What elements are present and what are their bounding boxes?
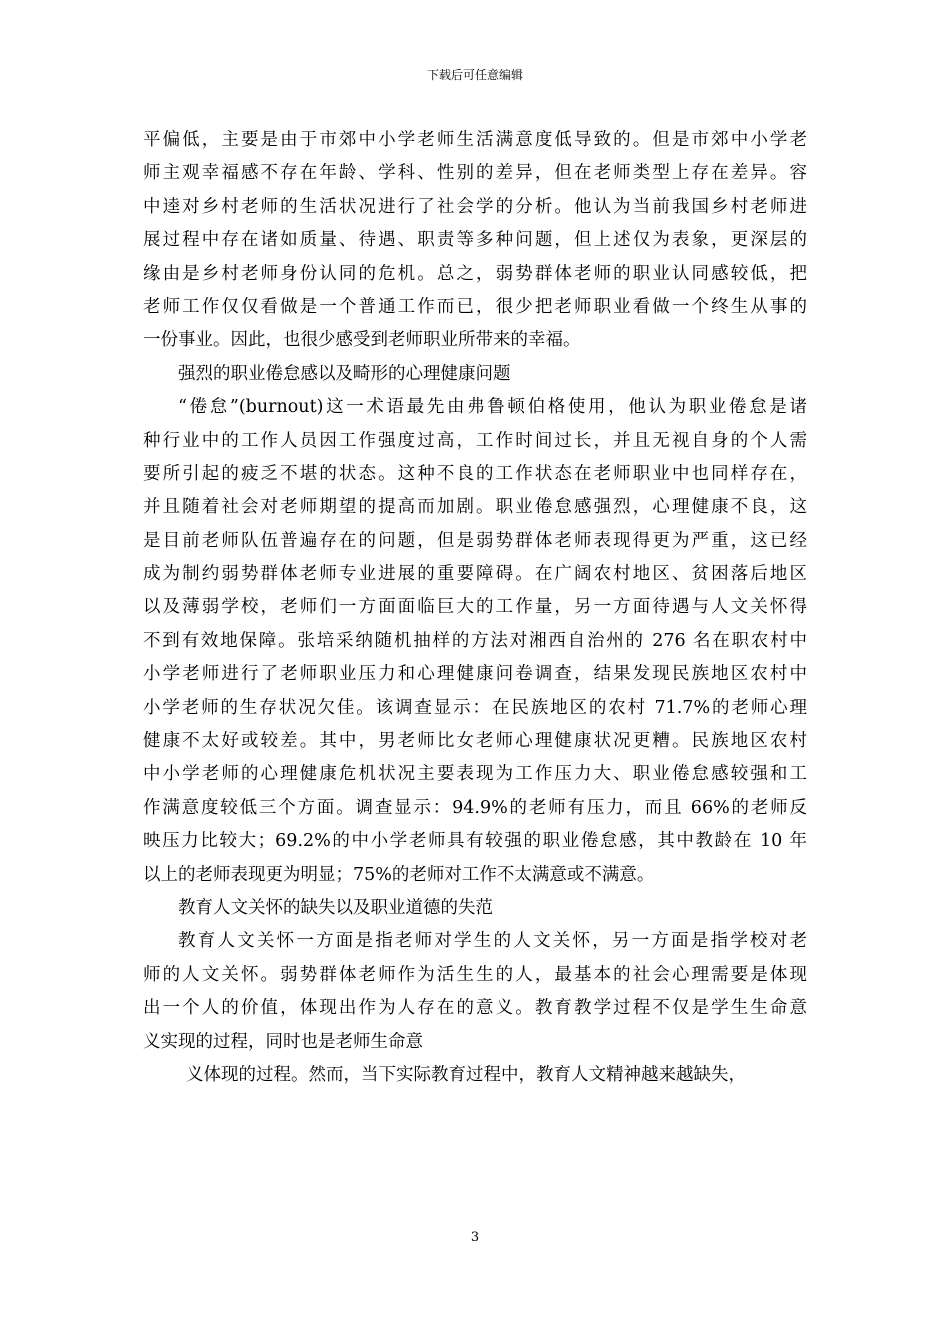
page-number: 3 bbox=[470, 1230, 480, 1245]
text-line: 小学老师的生存状况欠佳。该调查显示：在民族地区的农村 71.7%的老师心理 bbox=[143, 697, 807, 718]
text-line: 义实现的过程，同时也是老师生命意 bbox=[143, 1031, 423, 1052]
text-line: 种行业中的工作人员因工作强度过高，工作时间过长，并且无视自身的个人需 bbox=[143, 430, 807, 451]
text-line: 中小学老师的心理健康危机状况主要表现为工作压力大、职业倦怠感较强和工 bbox=[143, 764, 807, 785]
section-heading: 强烈的职业倦怠感以及畸形的心理健康问题 bbox=[178, 363, 511, 384]
text-line: 老师工作仅仅看做是一个普通工作而已，很少把老师职业看做一个终生从事的 bbox=[143, 296, 807, 317]
text-line: 以上的老师表现更为明显；75%的老师对工作不太满意或不满意。 bbox=[143, 864, 655, 885]
text-line: 展过程中存在诸如质量、待遇、职责等多种问题，但上述仅为表象，更深层的 bbox=[143, 230, 807, 251]
text-line: 以及薄弱学校，老师们一方面面临巨大的工作量，另一方面待遇与人文关怀得 bbox=[143, 597, 807, 618]
text-line: 是目前老师队伍普遍存在的问题，但是弱势群体老师表现得更为严重，这已经 bbox=[143, 530, 807, 551]
text-line: 教育人文关怀一方面是指老师对学生的人文关怀，另一方面是指学校对老 bbox=[178, 931, 807, 952]
text-line: 出一个人的价值，体现出作为人存在的意义。教育教学过程不仅是学生生命意 bbox=[143, 998, 807, 1019]
text-line: 健康不太好或较差。其中，男老师比女老师心理健康状况更糟。民族地区农村 bbox=[143, 731, 807, 752]
text-line: “倦怠”(burnout)这一术语最先由弗鲁顿伯格使用，他认为职业倦怠是诸 bbox=[178, 397, 807, 418]
text-line: 一份事业。因此，也很少感受到老师职业所带来的幸福。 bbox=[143, 330, 581, 351]
document-body bbox=[143, 124, 807, 1092]
text-line: 作满意度较低三个方面。调查显示：94.9%的老师有压力，而且 66%的老师反 bbox=[143, 797, 807, 818]
text-line: 小学老师进行了老师职业压力和心理健康问卷调查，结果发现民族地区农村中 bbox=[143, 664, 807, 685]
text-line: 并且随着社会对老师期望的提高而加剧。职业倦怠感强烈，心理健康不良，这 bbox=[143, 497, 807, 518]
section-heading: 教育人文关怀的缺失以及职业道德的失范 bbox=[178, 897, 493, 918]
text-line: 义体现的过程。然而，当下实际教育过程中，教育人文精神越来越缺失， bbox=[186, 1064, 746, 1085]
text-line: 要所引起的疲乏不堪的状态。这种不良的工作状态在老师职业中也同样存在， bbox=[143, 463, 807, 484]
text-line: 中逵对乡村老师的生活状况进行了社会学的分析。他认为当前我国乡村老师进 bbox=[143, 196, 807, 217]
page-header: 下载后可任意编辑 bbox=[426, 68, 523, 82]
text-line: 师的人文关怀。弱势群体老师作为活生生的人，最基本的社会心理需要是体现 bbox=[143, 964, 807, 985]
text-line: 不到有效地保障。张培采纳随机抽样的方法对湘西自治州的 276 名在职农村中 bbox=[143, 630, 807, 651]
text-line: 师主观幸福感不存在年龄、学科、性别的差异，但在老师类型上存在差异。容 bbox=[143, 163, 807, 184]
text-line: 映压力比较大；69.2%的中小学老师具有较强的职业倦怠感，其中教龄在 10 年 bbox=[143, 831, 807, 852]
text-line: 成为制约弱势群体老师专业进展的重要障碍。在广阔农村地区、贫困落后地区 bbox=[143, 564, 807, 585]
text-line: 平偏低，主要是由于市郊中小学老师生活满意度低导致的。但是市郊中小学老 bbox=[143, 130, 807, 150]
text-line: 缘由是乡村老师身份认同的危机。总之，弱势群体老师的职业认同感较低，把 bbox=[143, 263, 807, 284]
